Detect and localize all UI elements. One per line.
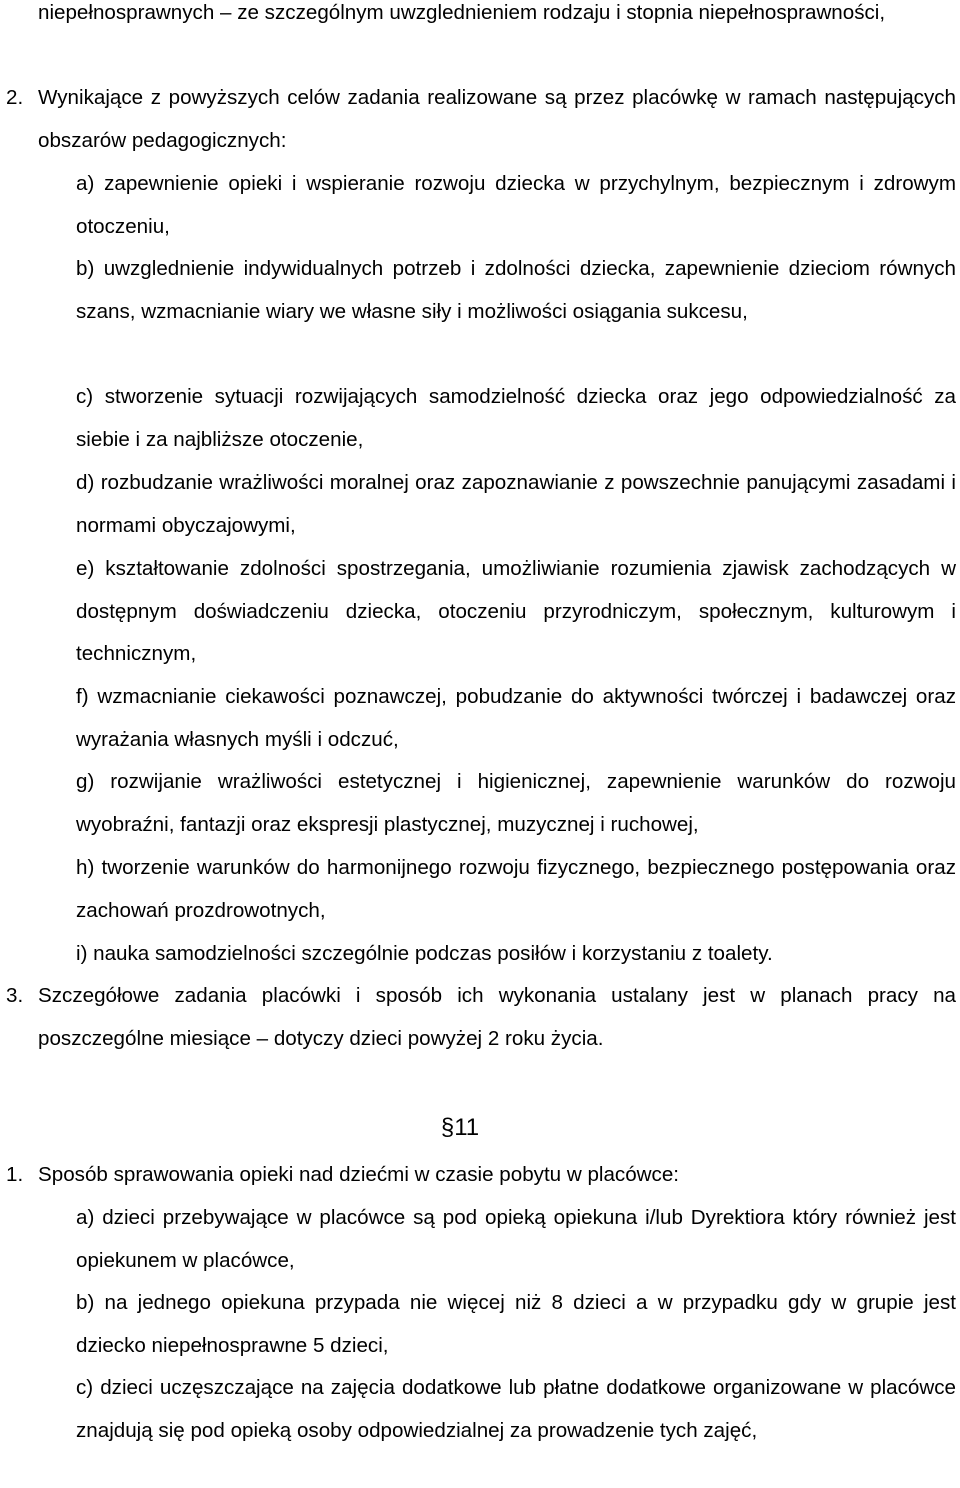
item-3-text: Szczegółowe zadania placówki i sposób ich wykonania ustalany jest w planach pracy na poszczególne miesiące – dotyczy dzieci powyżej 2 roku życia. [38, 984, 956, 1050]
item-2-subitem-c: c) stworzenie sytuacji rozwijających samodzielność dziecka oraz jego odpowiedzialność za siebie i za najbliższe otoczenie, [76, 385, 956, 451]
section-11-item-1-number: 1. [6, 1163, 24, 1186]
item-2-subitem-f: f) wzmacnianie ciekawości poznawczej, pobudzanie do aktywności twórczej i badawczej oraz wyrażania własnych myśli i odczuć, [76, 685, 956, 751]
item-2-subitem-a: a) zapewnienie opieki i wspieranie rozwoju dziecka w przychylnym, bezpiecznym i zdrowym otoczeniu, [76, 172, 956, 238]
intro-paragraph: niepełnosprawnych – ze szczególnym uwzglednieniem rodzaju i stopnia niepełnosprawności, [38, 1, 886, 24]
item-2-subitem-e: e) kształtowanie zdolności spostrzegania, umożliwianie rozumienia zjawisk zachodzących w dostępnym doświadczeniu dziecka, otoczeniu przyrodniczym, społecznym, kulturowym i technicznym, [76, 557, 956, 666]
section-heading: §11 [440, 1114, 480, 1141]
section-11-subitem-c: c) dzieci uczęszczające na zajęcia dodatkowe lub płatne dodatkowe organizowane w placówce znajdują się pod opieką osoby odpowiedzialnej za prowadzenie tych zajęć, [76, 1376, 956, 1442]
item-2-number: 2. [6, 86, 24, 109]
item-2-text: Wynikające z powyższych celów zadania realizowane są przez placówkę w ramach następujących obszarów pedagogicznych: [38, 86, 956, 152]
section-11-item-1-text: Sposób sprawowania opieki nad dziećmi w czasie pobytu w placówce: [38, 1163, 680, 1186]
item-2-subitem-d: d) rozbudzanie wrażliwości moralnej oraz zapoznawianie z powszechnie panującymi zasadami i normami obyczajowymi, [76, 471, 956, 537]
item-3-number: 3. [6, 984, 24, 1007]
item-2-subitem-h: h) tworzenie warunków do harmonijnego rozwoju fizycznego, bezpiecznego postępowania oraz zachowań prozdrowotnych, [76, 856, 956, 922]
item-2-subitem-i: i) nauka samodzielności szczególnie podczas posiłów i korzystaniu z toalety. [76, 942, 773, 965]
section-11-subitem-a: a) dzieci przebywające w placówce są pod opieką opiekuna i/lub Dyrektiora który również jest opiekunem w placówce, [76, 1206, 956, 1272]
item-2-subitem-b: b) uwzglednienie indywidualnych potrzeb i zdolności dziecka, zapewnienie dzieciom równych szans, wzmacnianie wiary we własne siły i możliwości osiągania sukcesu, [76, 257, 956, 323]
item-2-subitem-g: g) rozwijanie wrażliwości estetycznej i higienicznej, zapewnienie warunków do rozwoju wyobraźni, fantazji oraz ekspresji plastycznej, muzycznej i ruchowej, [76, 770, 956, 836]
section-11-subitem-b: b) na jednego opiekuna przypada nie więcej niż 8 dzieci a w przypadku gdy w grupie jest dziecko niepełnosprawne 5 dzieci, [76, 1291, 956, 1357]
